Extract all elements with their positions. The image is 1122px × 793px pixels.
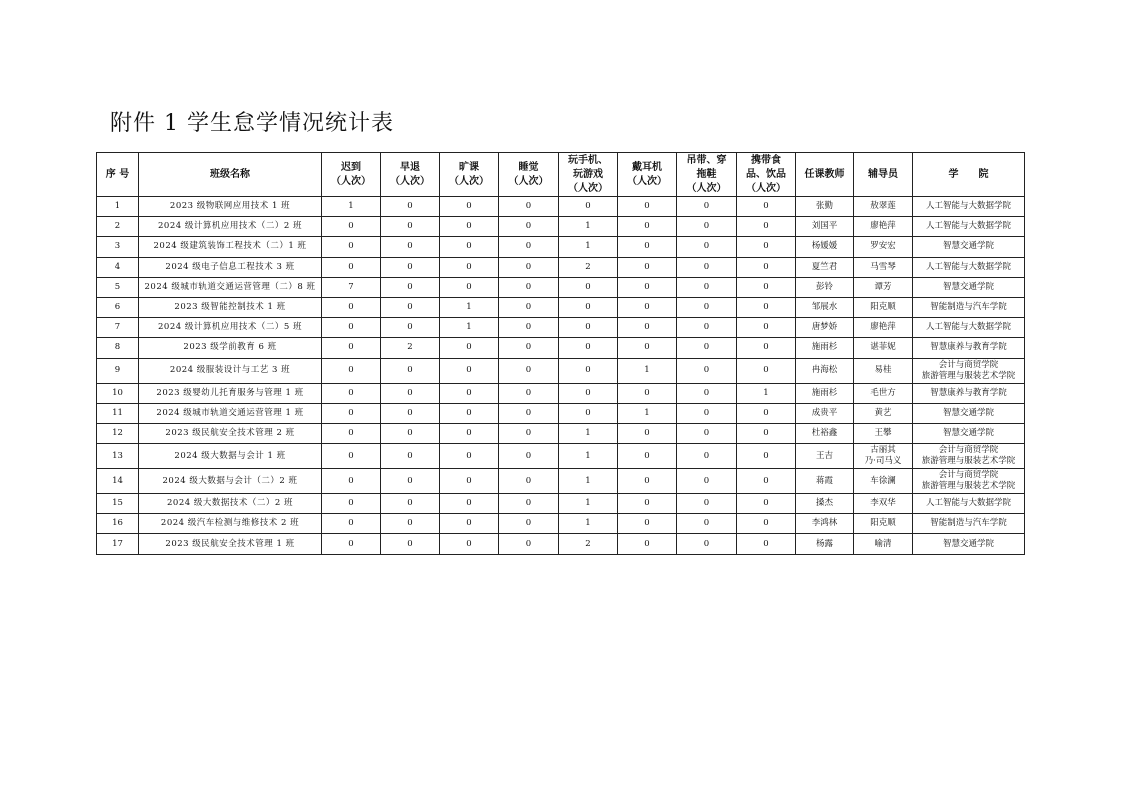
table-row bbox=[97, 423, 1025, 443]
cell-earphones: 0 bbox=[618, 469, 677, 494]
cell-late: 0 bbox=[322, 257, 381, 277]
cell-early-leave: 0 bbox=[381, 257, 440, 277]
cell-class-name: 2024 级大数据技术（二）2 班 bbox=[139, 494, 322, 514]
column-header-early-leave: 早退 （人次） bbox=[381, 153, 440, 197]
cell-earphones: 0 bbox=[618, 197, 677, 217]
cell-sleeping: 0 bbox=[499, 534, 559, 554]
cell-absent: 0 bbox=[440, 383, 499, 403]
cell-class-name: 2023 级物联网应用技术 1 班 bbox=[139, 197, 322, 217]
cell-food-drinks: 0 bbox=[737, 514, 796, 534]
cell-early-leave: 0 bbox=[381, 383, 440, 403]
cell-college: 智能制造与汽车学院 bbox=[913, 297, 1025, 317]
cell-late: 0 bbox=[322, 297, 381, 317]
column-header-class-name: 班级名称 bbox=[139, 153, 322, 197]
cell-dress-code: 0 bbox=[677, 197, 737, 217]
cell-early-leave: 0 bbox=[381, 277, 440, 297]
cell-food-drinks: 0 bbox=[737, 197, 796, 217]
cell-food-drinks: 1 bbox=[737, 383, 796, 403]
cell-class-name: 2024 级建筑装饰工程技术（二）1 班 bbox=[139, 237, 322, 257]
table-row bbox=[97, 494, 1025, 514]
cell-index: 4 bbox=[97, 257, 139, 277]
cell-sleeping: 0 bbox=[499, 217, 559, 237]
cell-absent: 0 bbox=[440, 257, 499, 277]
cell-dress-code: 0 bbox=[677, 494, 737, 514]
cell-phone-games: 2 bbox=[559, 534, 618, 554]
cell-college: 智慧交通学院 bbox=[913, 237, 1025, 257]
cell-early-leave: 2 bbox=[381, 338, 440, 358]
cell-class-name: 2024 级城市轨道交通运营管理 1 班 bbox=[139, 403, 322, 423]
cell-teacher: 王吉 bbox=[796, 444, 854, 469]
cell-teacher: 彭铃 bbox=[796, 277, 854, 297]
cell-index: 17 bbox=[97, 534, 139, 554]
cell-college: 智慧交通学院 bbox=[913, 403, 1025, 423]
cell-class-name: 2024 级服装设计与工艺 3 班 bbox=[139, 358, 322, 383]
cell-phone-games: 0 bbox=[559, 197, 618, 217]
cell-absent: 0 bbox=[440, 534, 499, 554]
cell-index: 12 bbox=[97, 423, 139, 443]
cell-counselor: 喻清 bbox=[854, 534, 913, 554]
cell-food-drinks: 0 bbox=[737, 318, 796, 338]
cell-sleeping: 0 bbox=[499, 257, 559, 277]
cell-dress-code: 0 bbox=[677, 338, 737, 358]
table-row bbox=[97, 383, 1025, 403]
table-row bbox=[97, 197, 1025, 217]
cell-late: 0 bbox=[322, 514, 381, 534]
cell-class-name: 2024 级汽车检测与维修技术 2 班 bbox=[139, 514, 322, 534]
cell-late: 0 bbox=[322, 338, 381, 358]
cell-teacher: 李鸿林 bbox=[796, 514, 854, 534]
cell-teacher: 唐梦娇 bbox=[796, 318, 854, 338]
cell-early-leave: 0 bbox=[381, 514, 440, 534]
cell-late: 0 bbox=[322, 318, 381, 338]
cell-counselor: 谭芳 bbox=[854, 277, 913, 297]
cell-class-name: 2023 级学前教育 6 班 bbox=[139, 338, 322, 358]
cell-absent: 0 bbox=[440, 514, 499, 534]
cell-phone-games: 0 bbox=[559, 358, 618, 383]
cell-earphones: 0 bbox=[618, 514, 677, 534]
cell-counselor: 王攀 bbox=[854, 423, 913, 443]
cell-food-drinks: 0 bbox=[737, 277, 796, 297]
cell-earphones: 1 bbox=[618, 403, 677, 423]
cell-earphones: 0 bbox=[618, 338, 677, 358]
cell-earphones: 0 bbox=[618, 423, 677, 443]
cell-late: 1 bbox=[322, 197, 381, 217]
cell-college: 人工智能与大数据学院 bbox=[913, 197, 1025, 217]
cell-counselor: 古丽其 乃·司马义 bbox=[854, 444, 913, 469]
cell-earphones: 0 bbox=[618, 444, 677, 469]
cell-class-name: 2024 级计算机应用技术（二）5 班 bbox=[139, 318, 322, 338]
cell-early-leave: 0 bbox=[381, 297, 440, 317]
cell-college: 会计与商贸学院 旅游管理与服装艺术学院 bbox=[913, 358, 1025, 383]
cell-teacher: 刘国平 bbox=[796, 217, 854, 237]
cell-early-leave: 0 bbox=[381, 469, 440, 494]
cell-dress-code: 0 bbox=[677, 318, 737, 338]
cell-teacher: 冉海松 bbox=[796, 358, 854, 383]
cell-index: 8 bbox=[97, 338, 139, 358]
cell-sleeping: 0 bbox=[499, 469, 559, 494]
cell-counselor: 阳克顺 bbox=[854, 514, 913, 534]
table-row bbox=[97, 318, 1025, 338]
cell-earphones: 0 bbox=[618, 318, 677, 338]
cell-absent: 0 bbox=[440, 494, 499, 514]
cell-college: 智慧交通学院 bbox=[913, 534, 1025, 554]
cell-class-name: 2023 级民航安全技术管理 1 班 bbox=[139, 534, 322, 554]
cell-sleeping: 0 bbox=[499, 444, 559, 469]
cell-food-drinks: 0 bbox=[737, 358, 796, 383]
cell-food-drinks: 0 bbox=[737, 338, 796, 358]
table-row bbox=[97, 358, 1025, 383]
cell-counselor: 谌菲妮 bbox=[854, 338, 913, 358]
cell-early-leave: 0 bbox=[381, 534, 440, 554]
cell-dress-code: 0 bbox=[677, 403, 737, 423]
cell-early-leave: 0 bbox=[381, 444, 440, 469]
cell-class-name: 2024 级大数据与会计 1 班 bbox=[139, 444, 322, 469]
cell-sleeping: 0 bbox=[499, 358, 559, 383]
cell-counselor: 李双华 bbox=[854, 494, 913, 514]
cell-index: 6 bbox=[97, 297, 139, 317]
cell-sleeping: 0 bbox=[499, 494, 559, 514]
cell-late: 0 bbox=[322, 358, 381, 383]
cell-early-leave: 0 bbox=[381, 197, 440, 217]
cell-teacher: 蒋霞 bbox=[796, 469, 854, 494]
cell-earphones: 0 bbox=[618, 237, 677, 257]
cell-phone-games: 0 bbox=[559, 383, 618, 403]
column-header-food-drinks: 携带食 品、饮品 （人次） bbox=[737, 153, 796, 197]
cell-late: 0 bbox=[322, 494, 381, 514]
table-row bbox=[97, 277, 1025, 297]
cell-phone-games: 0 bbox=[559, 277, 618, 297]
cell-college: 人工智能与大数据学院 bbox=[913, 318, 1025, 338]
cell-food-drinks: 0 bbox=[737, 403, 796, 423]
cell-counselor: 敖翠莲 bbox=[854, 197, 913, 217]
table-body bbox=[97, 197, 1025, 555]
cell-food-drinks: 0 bbox=[737, 217, 796, 237]
cell-late: 0 bbox=[322, 423, 381, 443]
cell-dress-code: 0 bbox=[677, 297, 737, 317]
cell-phone-games: 1 bbox=[559, 469, 618, 494]
cell-index: 1 bbox=[97, 197, 139, 217]
cell-sleeping: 0 bbox=[499, 277, 559, 297]
cell-phone-games: 0 bbox=[559, 403, 618, 423]
cell-phone-games: 1 bbox=[559, 514, 618, 534]
column-header-index: 序 号 bbox=[97, 153, 139, 197]
cell-phone-games: 1 bbox=[559, 494, 618, 514]
cell-late: 0 bbox=[322, 444, 381, 469]
cell-college: 智慧交通学院 bbox=[913, 423, 1025, 443]
cell-absent: 0 bbox=[440, 217, 499, 237]
cell-sleeping: 0 bbox=[499, 237, 559, 257]
cell-food-drinks: 0 bbox=[737, 423, 796, 443]
cell-phone-games: 1 bbox=[559, 444, 618, 469]
page-title: 附件 1 学生怠学情况统计表 bbox=[110, 111, 394, 136]
cell-absent: 0 bbox=[440, 197, 499, 217]
column-header-earphones: 戴耳机 （人次） bbox=[618, 153, 677, 197]
cell-sleeping: 0 bbox=[499, 514, 559, 534]
cell-absent: 0 bbox=[440, 277, 499, 297]
cell-early-leave: 0 bbox=[381, 494, 440, 514]
column-header-dress-code: 吊带、穿 拖鞋 （人次） bbox=[677, 153, 737, 197]
cell-food-drinks: 0 bbox=[737, 469, 796, 494]
cell-counselor: 车徐澜 bbox=[854, 469, 913, 494]
cell-counselor: 毛世方 bbox=[854, 383, 913, 403]
cell-index: 5 bbox=[97, 277, 139, 297]
cell-college: 智慧交通学院 bbox=[913, 277, 1025, 297]
cell-college: 会计与商贸学院 旅游管理与服装艺术学院 bbox=[913, 469, 1025, 494]
cell-college: 会计与商贸学院 旅游管理与服装艺术学院 bbox=[913, 444, 1025, 469]
cell-food-drinks: 0 bbox=[737, 237, 796, 257]
cell-dress-code: 0 bbox=[677, 277, 737, 297]
cell-sleeping: 0 bbox=[499, 297, 559, 317]
cell-food-drinks: 0 bbox=[737, 297, 796, 317]
cell-dress-code: 0 bbox=[677, 514, 737, 534]
cell-teacher: 张勤 bbox=[796, 197, 854, 217]
column-header-college: 学 院 bbox=[913, 153, 1025, 197]
cell-early-leave: 0 bbox=[381, 217, 440, 237]
cell-absent: 1 bbox=[440, 297, 499, 317]
cell-class-name: 2023 级民航安全技术管理 2 班 bbox=[139, 423, 322, 443]
cell-food-drinks: 0 bbox=[737, 494, 796, 514]
cell-phone-games: 0 bbox=[559, 297, 618, 317]
statistics-table bbox=[96, 152, 1025, 555]
table-row bbox=[97, 403, 1025, 423]
cell-sleeping: 0 bbox=[499, 318, 559, 338]
cell-late: 0 bbox=[322, 383, 381, 403]
cell-teacher: 成贵平 bbox=[796, 403, 854, 423]
cell-college: 人工智能与大数据学院 bbox=[913, 257, 1025, 277]
cell-early-leave: 0 bbox=[381, 403, 440, 423]
cell-index: 9 bbox=[97, 358, 139, 383]
cell-index: 11 bbox=[97, 403, 139, 423]
cell-counselor: 罗安宏 bbox=[854, 237, 913, 257]
cell-class-name: 2024 级大数据与会计（二）2 班 bbox=[139, 469, 322, 494]
column-header-phone-games: 玩手机、 玩游戏 （人次） bbox=[559, 153, 618, 197]
cell-late: 0 bbox=[322, 217, 381, 237]
cell-dress-code: 0 bbox=[677, 423, 737, 443]
table-row bbox=[97, 237, 1025, 257]
cell-college: 智慧康养与教育学院 bbox=[913, 383, 1025, 403]
cell-absent: 0 bbox=[440, 444, 499, 469]
cell-class-name: 2024 级电子信息工程技术 3 班 bbox=[139, 257, 322, 277]
cell-teacher: 施雨杉 bbox=[796, 338, 854, 358]
table-row bbox=[97, 257, 1025, 277]
table-row bbox=[97, 338, 1025, 358]
cell-sleeping: 0 bbox=[499, 338, 559, 358]
cell-teacher: 杜裕鑫 bbox=[796, 423, 854, 443]
cell-counselor: 廖艳萍 bbox=[854, 318, 913, 338]
cell-counselor: 阳克顺 bbox=[854, 297, 913, 317]
cell-dress-code: 0 bbox=[677, 383, 737, 403]
cell-college: 智能制造与汽车学院 bbox=[913, 514, 1025, 534]
cell-phone-games: 1 bbox=[559, 217, 618, 237]
table-row bbox=[97, 217, 1025, 237]
cell-dress-code: 0 bbox=[677, 358, 737, 383]
cell-counselor: 黄艺 bbox=[854, 403, 913, 423]
table-row bbox=[97, 534, 1025, 554]
cell-earphones: 0 bbox=[618, 534, 677, 554]
cell-teacher: 杨媛媛 bbox=[796, 237, 854, 257]
cell-phone-games: 2 bbox=[559, 257, 618, 277]
cell-late: 0 bbox=[322, 237, 381, 257]
cell-teacher: 邹展水 bbox=[796, 297, 854, 317]
cell-counselor: 马雪琴 bbox=[854, 257, 913, 277]
cell-food-drinks: 0 bbox=[737, 257, 796, 277]
cell-earphones: 0 bbox=[618, 383, 677, 403]
cell-counselor: 廖艳萍 bbox=[854, 217, 913, 237]
cell-earphones: 0 bbox=[618, 257, 677, 277]
table-row bbox=[97, 469, 1025, 494]
cell-absent: 0 bbox=[440, 423, 499, 443]
cell-food-drinks: 0 bbox=[737, 444, 796, 469]
cell-dress-code: 0 bbox=[677, 257, 737, 277]
cell-sleeping: 0 bbox=[499, 197, 559, 217]
table-row bbox=[97, 297, 1025, 317]
cell-counselor: 易桂 bbox=[854, 358, 913, 383]
table-row bbox=[97, 514, 1025, 534]
cell-sleeping: 0 bbox=[499, 383, 559, 403]
cell-teacher: 搡杰 bbox=[796, 494, 854, 514]
cell-college: 人工智能与大数据学院 bbox=[913, 494, 1025, 514]
cell-earphones: 0 bbox=[618, 494, 677, 514]
cell-index: 10 bbox=[97, 383, 139, 403]
cell-absent: 0 bbox=[440, 338, 499, 358]
cell-college: 智慧康养与教育学院 bbox=[913, 338, 1025, 358]
cell-absent: 0 bbox=[440, 469, 499, 494]
cell-earphones: 0 bbox=[618, 297, 677, 317]
cell-early-leave: 0 bbox=[381, 423, 440, 443]
cell-index: 2 bbox=[97, 217, 139, 237]
cell-teacher: 夏竺君 bbox=[796, 257, 854, 277]
column-header-absent: 旷课 （人次） bbox=[440, 153, 499, 197]
cell-food-drinks: 0 bbox=[737, 534, 796, 554]
column-header-counselor: 辅导员 bbox=[854, 153, 913, 197]
table-row bbox=[97, 444, 1025, 469]
cell-earphones: 0 bbox=[618, 277, 677, 297]
cell-teacher: 施雨杉 bbox=[796, 383, 854, 403]
cell-phone-games: 0 bbox=[559, 338, 618, 358]
column-header-teacher: 任课教师 bbox=[796, 153, 854, 197]
cell-teacher: 杨露 bbox=[796, 534, 854, 554]
cell-index: 14 bbox=[97, 469, 139, 494]
cell-college: 人工智能与大数据学院 bbox=[913, 217, 1025, 237]
column-header-late: 迟到 （人次） bbox=[322, 153, 381, 197]
cell-dress-code: 0 bbox=[677, 469, 737, 494]
cell-earphones: 1 bbox=[618, 358, 677, 383]
cell-early-leave: 0 bbox=[381, 237, 440, 257]
cell-dress-code: 0 bbox=[677, 534, 737, 554]
cell-index: 15 bbox=[97, 494, 139, 514]
cell-absent: 0 bbox=[440, 237, 499, 257]
table-header-row bbox=[97, 153, 1025, 197]
cell-class-name: 2024 级城市轨道交通运营管理（二）8 班 bbox=[139, 277, 322, 297]
cell-sleeping: 0 bbox=[499, 423, 559, 443]
cell-late: 7 bbox=[322, 277, 381, 297]
cell-absent: 1 bbox=[440, 318, 499, 338]
cell-phone-games: 0 bbox=[559, 318, 618, 338]
cell-earphones: 0 bbox=[618, 217, 677, 237]
cell-absent: 0 bbox=[440, 358, 499, 383]
cell-late: 0 bbox=[322, 469, 381, 494]
cell-early-leave: 0 bbox=[381, 318, 440, 338]
column-header-sleeping: 睡觉 （人次） bbox=[499, 153, 559, 197]
cell-dress-code: 0 bbox=[677, 237, 737, 257]
cell-sleeping: 0 bbox=[499, 403, 559, 423]
cell-index: 7 bbox=[97, 318, 139, 338]
cell-index: 16 bbox=[97, 514, 139, 534]
cell-late: 0 bbox=[322, 534, 381, 554]
cell-class-name: 2023 级智能控制技术 1 班 bbox=[139, 297, 322, 317]
cell-class-name: 2024 级计算机应用技术（二）2 班 bbox=[139, 217, 322, 237]
cell-index: 13 bbox=[97, 444, 139, 469]
cell-dress-code: 0 bbox=[677, 444, 737, 469]
cell-index: 3 bbox=[97, 237, 139, 257]
cell-dress-code: 0 bbox=[677, 217, 737, 237]
cell-class-name: 2023 级婴幼儿托育服务与管理 1 班 bbox=[139, 383, 322, 403]
cell-late: 0 bbox=[322, 403, 381, 423]
cell-phone-games: 1 bbox=[559, 423, 618, 443]
cell-absent: 0 bbox=[440, 403, 499, 423]
cell-phone-games: 1 bbox=[559, 237, 618, 257]
cell-early-leave: 0 bbox=[381, 358, 440, 383]
